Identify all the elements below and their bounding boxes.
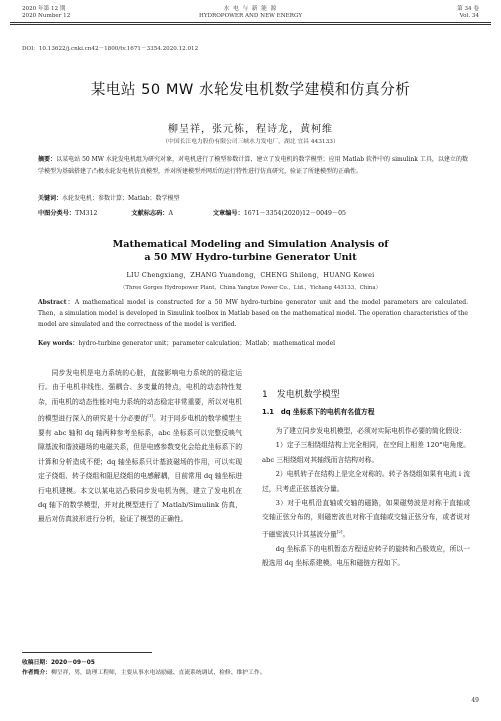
authors-cn: 柳呈祥，张元栋，程诗龙，黄柯维 [168,124,333,135]
assumption-2: 2）电机转子在结构上是完全对称的。转子各绕组如果有电流 i 流过，只考虑正弦基波分量。 [262,470,470,493]
keywords-cn-text: 水轮发电机；参数计算；Matlab；数学模型 [62,195,180,202]
article-no-label: 文章编号： [212,210,244,217]
header-issue-cn: 2020 年第 12 期 [22,6,66,12]
header-journal-cn: 水 电 与 新 能 源 [223,6,278,12]
affiliation-cn: （中国长江电力股份有限公司三峡水力发电厂，湖北 宜昌 443133） [162,139,339,145]
doc-code-value: A [168,210,173,217]
author-bio-label: 作者简介： [22,670,51,676]
title-en-line2: a 50 MW Hydro-turbine Generator Unit [144,252,357,263]
doc-code-label: 文献标志码： [131,210,169,217]
clc-label: 中图分类号： [38,210,76,217]
header-journal-en: HYDROPOWER AND NEW ENERGY [198,13,303,19]
keywords-en-label: Key words： [38,340,79,347]
abstract-cn-label: 摘要： [38,156,57,163]
abstract-en [38,297,468,331]
intro-text-2: 。对于同步电机的数学模型主要有 abc 轴和 dq 轴两种参考坐标系，abc 坐标系可以完整反映气隙基波和谐波磁场的电磁关系，但是电感参数变化会给此坐标系下的计算和分析造成不便；dq 轴坐标系只计基波磁场的作用，可以实现定子绕组、转子绕组和阻尼绕组的电感解耦，目前常用 dq 轴坐标进行电机建模。本文以某电站凸极同步发电机为例，建立了发电机在 dq 轴下的数学模型，并对此模型进行了 Matlab/Simulink 仿真，最后对仿真波形进行分析，验证了模型的正确性。 [38,414,242,524]
intro-paragraph [38,366,242,527]
author-bio-text: 柳呈祥，男，助理工程师，主要从事水电站励磁、直流系统调试、检修、维护工作。 [51,670,266,676]
abstract-en-label: Abstract： [38,299,75,306]
clc-value: TM312 [75,210,98,217]
title-cn: 某电站 50 MW 水轮发电机数学建模和仿真分析 [90,81,411,98]
doi: DOI：10.13622/j.cnki.cn42－1800/tv.1671－3354.2020.12.012 [22,46,199,52]
abstract-cn-text: 以某电站 50 MW 水轮发电机组为研究对象，对电机进行了模型参数计算，建立了发电机的数学模型；应用 Matlab 软件中的 simulink 工具，以建立的数学模型为基础搭建了凸极水轮发电机仿真模型，并对所建模型并网后的运行特性进行仿真研究，验证了所建模型的正确性。 [38,156,468,175]
author-bio [22,667,266,676]
received-date [22,657,95,666]
keywords-cn [38,193,468,202]
header-rule [10,22,491,23]
section-1-1-heading: 1.1 dq 坐标系下的电机有名值方程 [262,408,375,416]
section-1-body [262,424,470,570]
section-1-para-5: dq 坐标系下的电机暂态方程适应转子的旋转和凸极效应，所以一般选用 dq 坐标系建模。电压和磁链方程如下。 [262,544,470,567]
title-en [0,238,501,264]
received-date-text: 收稿日期：2020－09－05 [22,660,95,666]
section-1-para-1: 为了建立同步发电机模型，必须对实际电机作必要的简化假设： [275,427,466,435]
intro-text-1: 同步发电机是电力系统的心脏，直接影响电力系统的的稳定运行。由于电机非线性、强耦合、多变量的特点，电机的动态特性复杂，而电机的动态性能对电力系统的动态稳定非常重要，所以对电机的模型进行深入的研究是十分必要的 [38,369,242,423]
header-volume-cn: 第 34 卷 [457,6,479,12]
title-en-line1: Mathematical Modeling and Simulation Analysis of [112,239,389,250]
keywords-cn-label: 关键词： [38,195,63,202]
affiliation-en: （Three Gorges Hydropower Plant，China Yangtze Power Co.，Ltd.，Yichang 443133，China） [119,285,381,291]
abstract-en-text: A mathematical model is constructed for a 50 MW hydro-turbine generator unit and the model parameters are calculated. Then，a simulation model is developed in Simulink toolbox in Matlab based on the mathematical model. The operation characteristics of the model are simulated and the correctness of the model is verified. [38,299,468,329]
assumption-3-end: 。 [342,530,350,539]
ref-1: [1] [147,413,154,419]
keywords-en [38,338,468,347]
footnote-rule [22,652,152,653]
assumption-3-text: 3）对于电机沿直轴或交轴的磁路，如果磁势波是对称于直轴或交轴正弦分布的，则磁密波也对称于直轴或交轴正弦分布，或者说对于磁密波只计其基波分量 [262,499,470,539]
classification-row [38,208,346,217]
ref-2: [2] [336,528,343,534]
keywords-en-text: hydro-turbine generator unit；parameter calculation；Matlab；mathematical model [78,340,336,347]
header-rule-thin [10,24,491,25]
section-1-heading: 1 发电机数学模型 [262,390,340,400]
assumption-3 [262,496,470,541]
abstract-cn [38,154,468,177]
page-number: 49 [471,697,479,704]
assumption-1: 1）定子三相绕组结构上完全相同，在空间上相差 120°电角度。abc 三相绕组对其轴线而言结构对称。 [262,441,470,464]
header-issue-en: 2020 Number 12 [22,13,71,19]
article-no-value: 1671－3354(2020)12－0049－05 [243,210,346,217]
header-volume-en: Vol. 34 [459,13,479,19]
authors-en: LIU Chengxiang，ZHANG Yuandong，CHENG Shilong，HUANG Kewei [126,271,375,279]
